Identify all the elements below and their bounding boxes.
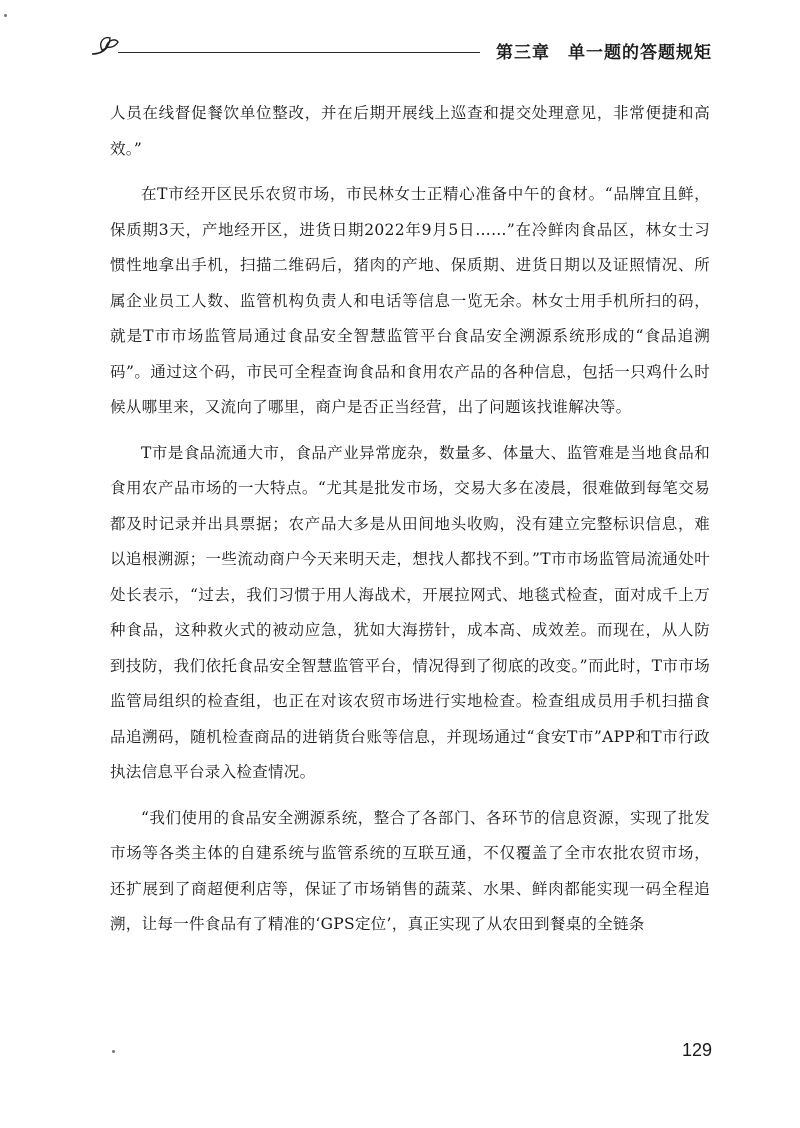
running-header — [88, 30, 712, 66]
paragraph-4: “我们使用的食品安全溯源系统，整合了各部门、各环节的信息资源，实现了批发市场等各类主体的自建系统与监管系统的互联互通，不仅覆盖了全市农批农贸市场，还扩展到了商超便利店等，保证了市场销售的蔬菜、水果、鲜肉都能实现一码全程追溯，让每一件食品有了精准的‘GPS定位’，真正实现了从农田到餐桌的全链条 — [110, 808, 710, 933]
scan-speck — [4, 14, 7, 17]
chapter-heading — [496, 38, 712, 63]
body-text — [110, 96, 710, 953]
page-number: 129 — [681, 1040, 712, 1060]
header-divider — [118, 52, 480, 53]
paragraph-3: T市是食品流通大市，食品产业异常庞杂，数量多、体量大、监管难是当地食品和食用农产品市场的一大特点。“尤其是批发市场，交易大多在凌晨，很难做到每笔交易都及时记录并出具票据；农产品大多是从田间地头收购，没有建立完整标识信息，难以追根溯源；一些流动商户今天来明天走，想找人都找不到。”T市市场监管局流通处叶处长表示，“过去，我们习惯于用人海战术，开展拉网式、地毯式检查，面对成千上万种食品，这种救火式的被动应急，犹如大海捞针，成本高、成效差。而现在，从人防到技防，我们依托食品安全智慧监管平台，情况得到了彻底的改变。”而此时，T市市场监管局组织的检查组，也正在对该农贸市场进行实地检查。检查组成员用手机扫描食品追溯码，随机检查商品的进销货台账等信息，并现场通过“食安T市”APP和T市行政执法信息平台录入检查情况。 — [110, 443, 710, 781]
leaf-sprout-icon — [88, 30, 120, 62]
chapter-label: 第三章 — [496, 43, 550, 63]
scan-speck — [112, 1050, 115, 1053]
chapter-title: 单一题的答题规矩 — [568, 43, 712, 63]
paragraph-1: 人员在线督促餐饮单位整改，并在后期开展线上巡查和提交处理意见，非常便捷和高效。” — [110, 104, 710, 158]
paragraph-2: 在T市经开区民乐农贸市场，市民林女士正精心准备中午的食材。“品牌宜且鲜，保质期3天，产地经开区，进货日期2022年9月5日……”在冷鲜肉食品区，林女士习惯性地拿出手机，扫描二维码后，猪肉的产地、保质期、进货日期以及证照情况、所属企业员工人数、监管机构负责人和电话等信息一览无余。林女士用手机所扫的码，就是T市市场监管局通过食品安全智慧监管平台食品安全溯源系统形成的“食品追溯码”。通过这个码，市民可全程查询食品和食用农产品的各种信息，包括一只鸡什么时候从哪里来，又流向了哪里，商户是否正当经营，出了问题该找谁解决等。 — [110, 185, 710, 416]
